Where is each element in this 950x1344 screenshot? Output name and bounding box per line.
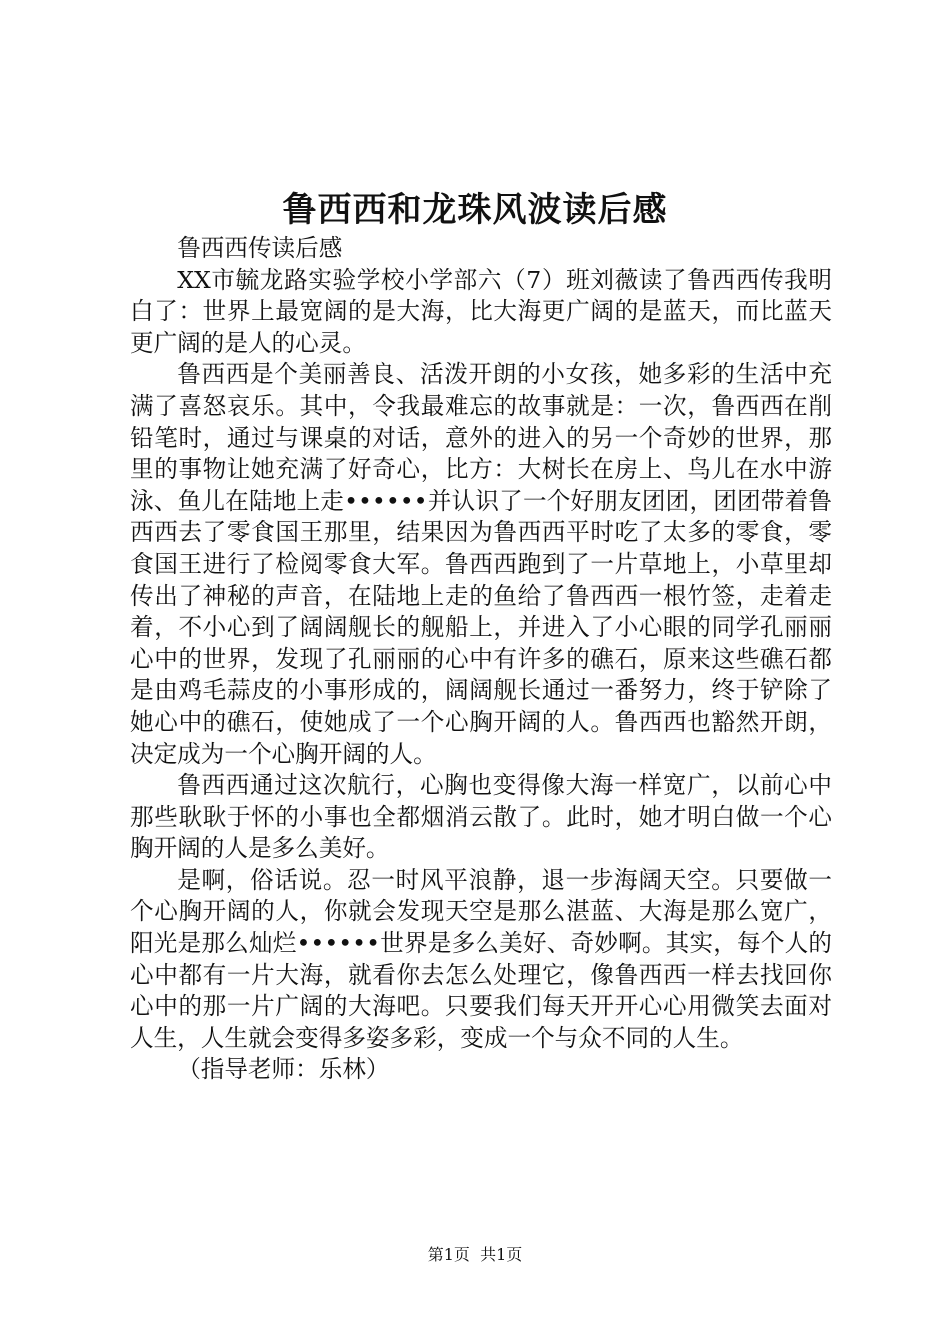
document-body: [130, 233, 832, 1086]
paragraph-subtitle: 鲁西西传读后感: [177, 234, 343, 262]
page-footer: [0, 1244, 950, 1266]
paragraph-reflection: 鲁西西通过这次航行，心胸也变得像大海一样宽广，以前心中那些耿耿于怀的小事也全都烟消云散了。此时，她才明白做一个心胸开阔的人是多么美好。: [130, 771, 832, 863]
paragraph-teacher-note: （指导老师：乐林）: [177, 1055, 390, 1084]
paragraph-intro: XX市毓龙路实验学校小学部六（7）班刘薇读了鲁西西传我明白了：世界上最宽阔的是大海，比大海更广阔的是蓝天，而比蓝天更广阔的是人的心灵。: [130, 265, 832, 357]
paragraph-conclusion: 是啊，俗话说。忍一时风平浪静，退一步海阔天空。只要做一个心胸开阔的人，你就会发现天空是那么湛蓝、大海是那么宽广，阳光是那么灿烂••••••世界是多么美好、奇妙啊。其实，每个人的心中都有一片大海，就看你去怎么处理它，像鲁西西一样去找回你心中的那一片广阔的大海吧。只要我们每天开开心心用微笑去面对人生，人生就会变得多姿多彩，变成一个与众不同的人生。: [130, 865, 832, 1052]
page-number: 第1页 共1页: [427, 1245, 523, 1264]
document-title: 鲁西西和龙珠风波读后感: [282, 190, 668, 230]
paragraph-story: 鲁西西是个美丽善良、活泼开朗的小女孩，她多彩的生活中充满了喜怒哀乐。其中，令我最难忘的故事就是：一次，鲁西西在削铅笔时，通过与课桌的对话，意外的进入的另一个奇妙的世界，那里的事物让她充满了好奇心，比方：大树长在房上、鸟儿在水中游泳、鱼儿在陆地上走••••••并认识了一个好朋友团团，团团带着鲁西西去了零食国王那里，结果因为鲁西西平时吃了太多的零食，零食国王进行了检阅零食大军。鲁西西跑到了一片草地上，小草里却传出了神秘的声音，在陆地上走的鱼给了鲁西西一根竹签，走着走着，不小心到了阔阔舰长的舰船上，并进入了小心眼的同学孔丽丽心中的世界，发现了孔丽丽的心中有许多的礁石，原来这些礁石都是由鸡毛蒜皮的小事形成的，阔阔舰长通过一番努力，终于铲除了她心中的礁石，使她成了一个心胸开阔的人。鲁西西也豁然开朗，决定成为一个心胸开阔的人。: [130, 360, 832, 768]
